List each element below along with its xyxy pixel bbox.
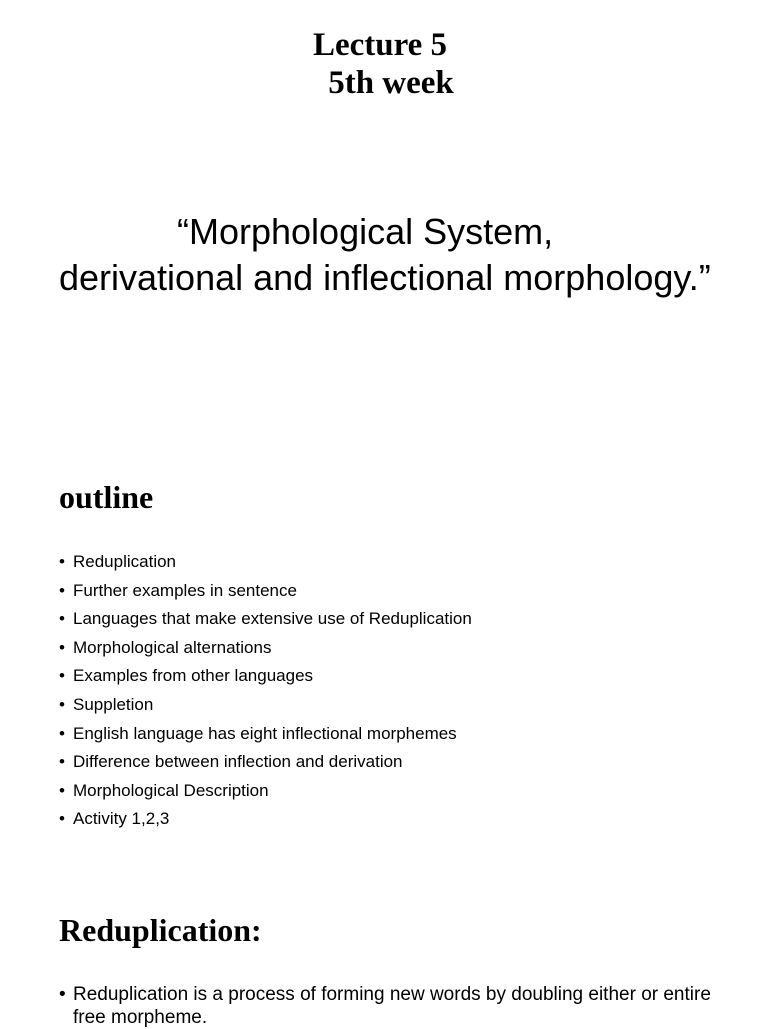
reduplication-list bbox=[59, 983, 729, 1029]
outline-item: • Difference between inflection and derivation bbox=[59, 748, 472, 777]
outline-item: • Reduplication bbox=[59, 548, 472, 577]
lecture-title bbox=[0, 26, 768, 102]
reduplication-heading: Reduplication: bbox=[59, 912, 262, 948]
lecture-topic: “Morphological System, derivational and inflectional morphology.” bbox=[59, 211, 711, 298]
lecture-number: Lecture 5 bbox=[312, 27, 448, 63]
outline-item: • English language has eight inflectional morphemes bbox=[59, 720, 472, 749]
outline-item: • Suppletion bbox=[59, 691, 472, 720]
lecture-week: 5th week bbox=[328, 65, 454, 101]
outline-item: • Morphological alternations bbox=[59, 634, 472, 663]
outline-item: • Further examples in sentence bbox=[59, 577, 472, 606]
outline-item: • Languages that make extensive use of Reduplication bbox=[59, 605, 472, 634]
outline-item: • Morphological Description bbox=[59, 777, 472, 806]
outline-list bbox=[59, 548, 472, 834]
outline-item: • Activity 1,2,3 bbox=[59, 805, 472, 834]
reduplication-definition: • Reduplication is a process of forming new words by doubling either or entire free morpheme. bbox=[59, 983, 729, 1029]
outline-heading: outline bbox=[59, 479, 154, 515]
outline-item: • Examples from other languages bbox=[59, 662, 472, 691]
